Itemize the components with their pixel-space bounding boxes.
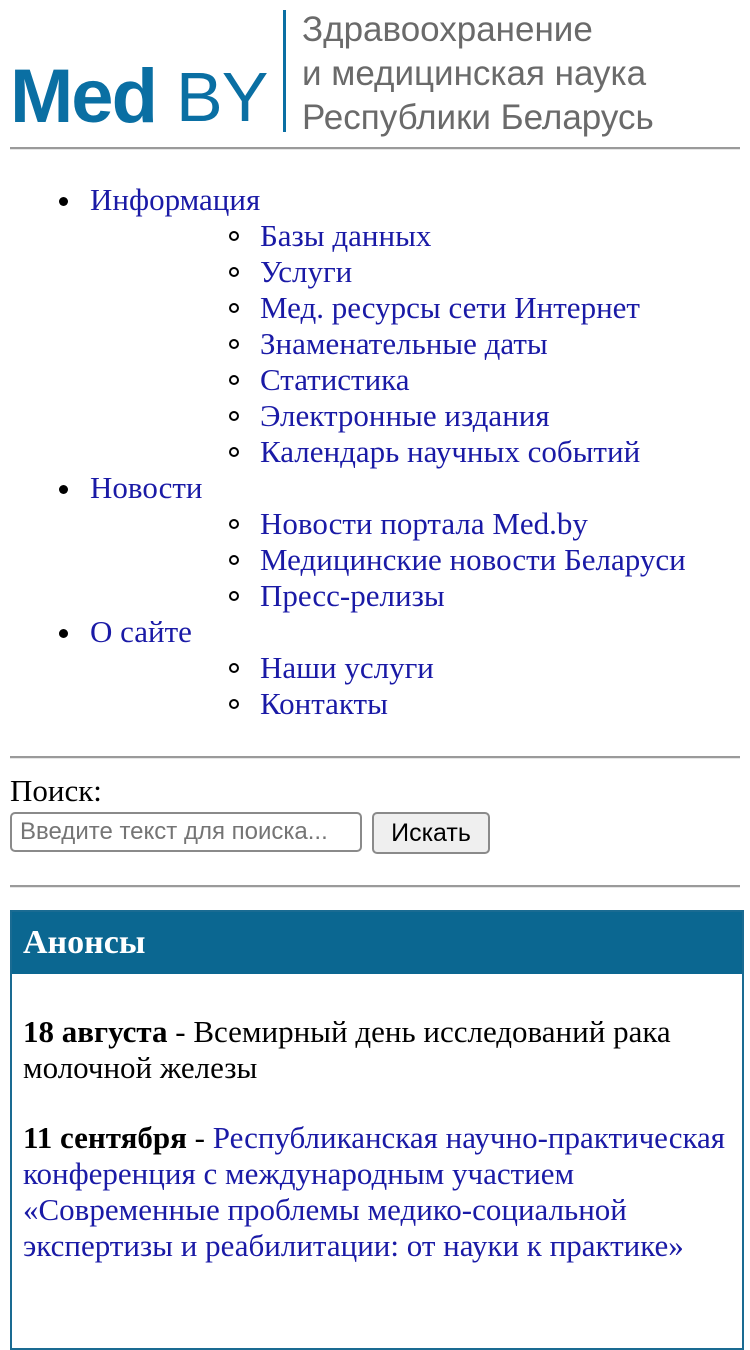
announcement-date: 18 августа [23,1014,168,1049]
main-nav [0,182,750,722]
logo-by-text[interactable]: BY [176,58,268,136]
announcement-item [23,1120,731,1264]
tagline-line: Республики Беларусь [302,98,654,137]
search-button[interactable]: Искать [372,812,490,854]
site-tagline [302,8,654,140]
nav-link-our-services[interactable]: Наши услуги [260,650,434,685]
nav-item-information [0,182,750,470]
announcements-panel [10,910,744,1350]
divider [10,147,740,150]
nav-link-events-calendar[interactable]: Календарь научных событий [260,434,641,469]
nav-link-services[interactable]: Услуги [260,254,353,289]
site-header [10,8,740,138]
logo-divider [283,10,286,132]
announcement-text: Всемирный день исследований рака молочной железы [23,1014,671,1085]
announcement-item [23,1014,731,1086]
divider [10,756,740,759]
announcement-separator: - [186,1120,213,1155]
tagline-line: Здравоохранение [302,10,593,49]
nav-item-news [0,470,750,614]
nav-link-about[interactable]: О сайте [90,614,192,649]
nav-link-electronic-editions[interactable]: Электронные издания [260,398,550,433]
announcements-title: Анонсы [12,912,742,974]
nav-link-contacts[interactable]: Контакты [260,686,388,721]
announcement-date: 11 сентября [23,1120,187,1155]
nav-link-databases[interactable]: Базы данных [260,218,432,253]
logo-med-text[interactable]: Med [10,54,156,139]
nav-link-portal-news[interactable]: Новости портала Med.by [260,506,588,541]
announcement-link[interactable]: Республиканская научно-практическая конференция с международным участием «Современные проблемы медико-социальной экспертизы и реабилитации: от науки к практике» [23,1120,726,1263]
nav-link-news[interactable]: Новости [90,470,203,505]
announcements-list [12,974,742,1264]
nav-link-medical-news[interactable]: Медицинские новости Беларуси [260,542,686,577]
tagline-line: и медицинская наука [302,54,647,93]
nav-link-information[interactable]: Информация [90,182,261,217]
nav-link-memorable-dates[interactable]: Знаменательные даты [260,326,548,361]
announcement-separator: - [167,1014,194,1049]
search-input[interactable] [10,812,362,852]
nav-item-about [0,614,750,722]
divider [10,885,740,888]
nav-link-press-releases[interactable]: Пресс-релизы [260,578,445,613]
nav-link-internet-resources[interactable]: Мед. ресурсы сети Интернет [260,290,640,325]
search-label: Поиск: [10,773,102,808]
nav-link-statistics[interactable]: Статистика [260,362,410,397]
